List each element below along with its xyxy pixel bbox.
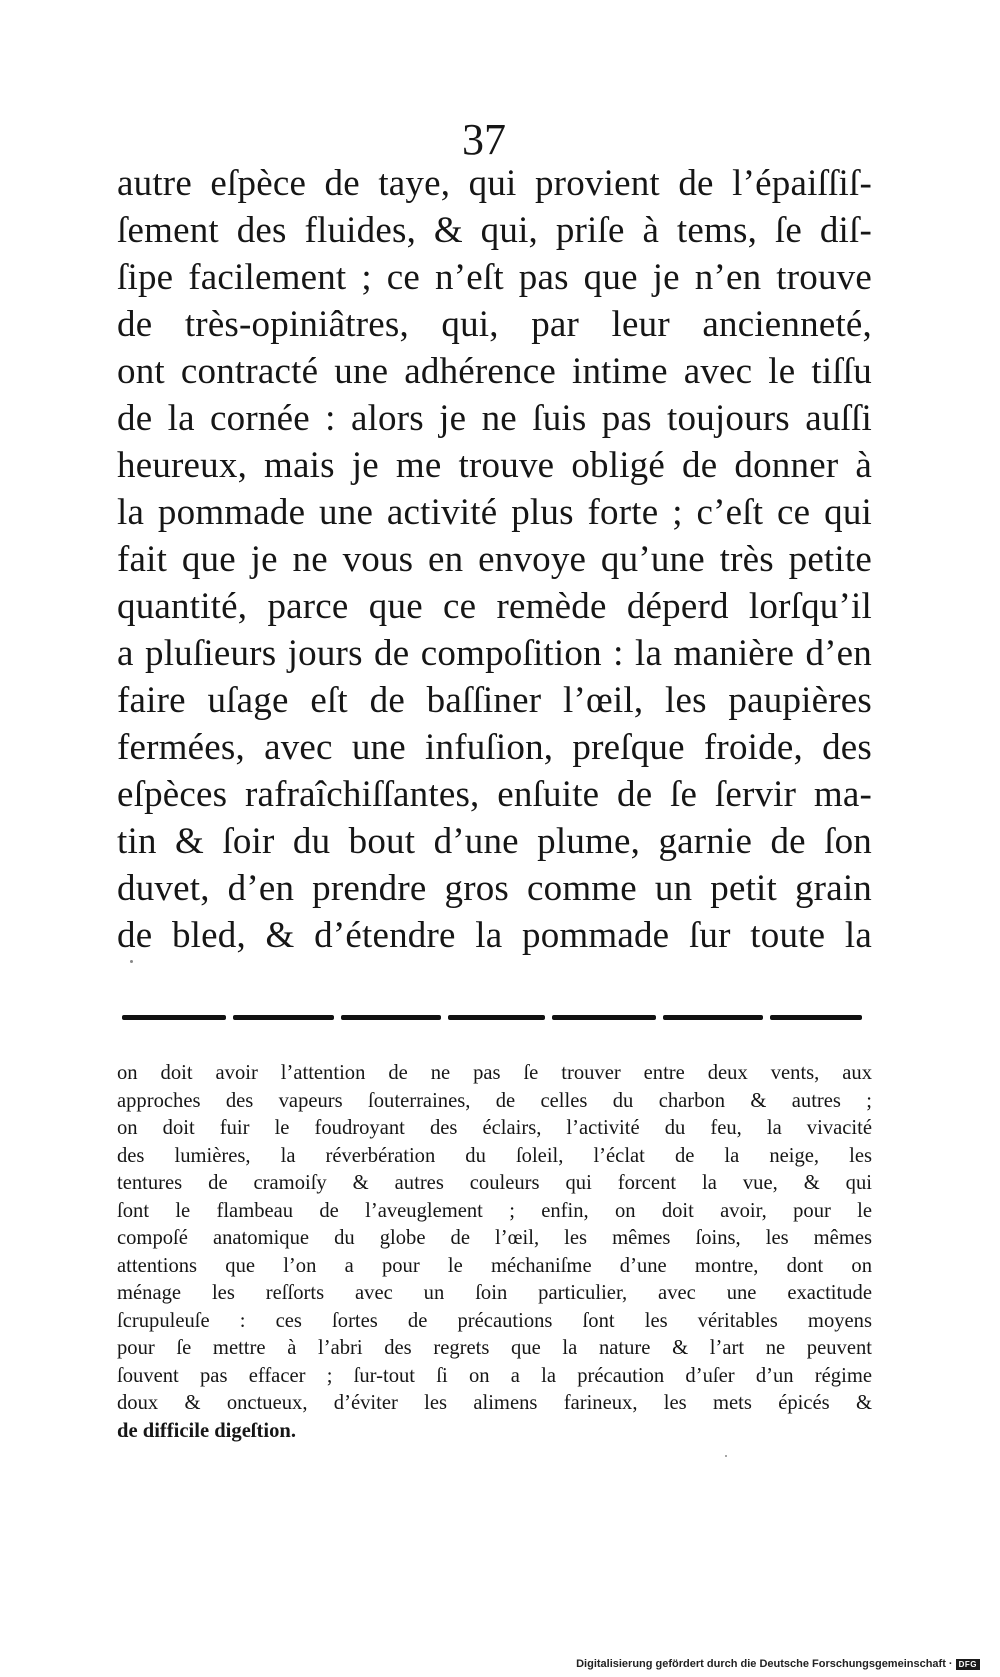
text-line: fermées, avec une infuſion, preſque froide, des: [117, 727, 872, 768]
divider-dash: [341, 1015, 441, 1020]
text-line: ont contracté une adhérence intime avec le tiſſu: [117, 351, 872, 392]
text-line: quantité, parce que ce remède déperd lorſqu’il: [117, 586, 872, 627]
divider-dash: [122, 1015, 226, 1020]
text-line: de la cornée : alors je ne ſuis pas toujours auſſi: [117, 398, 872, 439]
credit-text: Digitalisierung gefördert durch die Deutsche Forschungsgemeinschaft ·: [576, 1658, 953, 1670]
footnote-line: ſcrupuleuſe : ces ſortes de précautions ſont les véritables moyens: [117, 1309, 872, 1332]
page-number: 37: [462, 115, 506, 164]
footnote-line: tentures de cramoiſy & autres couleurs qui forcent la vue, & qui: [117, 1172, 872, 1194]
text-line: de bled, & d’étendre la pommade ſur toute la: [117, 915, 872, 956]
text-line: autre eſpèce de taye, qui provient de l’épaiſſiſ-: [117, 163, 872, 204]
text-line: la pommade une activité plus forte ; c’eſt ce qui: [117, 492, 872, 533]
text-line: eſpèces rafraîchiſſantes, enſuite de ſe ſervir ma-: [117, 774, 872, 815]
divider-dash: [448, 1015, 545, 1020]
text-line: de très-opiniâtres, qui, par leur ancienneté,: [117, 304, 872, 345]
footnote-line: doux & onctueux, d’éviter les alimens farineux, les mets épicés &: [117, 1392, 872, 1414]
text-line: fait que je ne vous en envoye qu’une très petite: [117, 539, 872, 580]
divider-dash: [663, 1015, 763, 1020]
footnote-line: des lumières, la réverbération du ſoleil, l’éclat de la neige, les: [117, 1144, 872, 1167]
text-line: a pluſieurs jours de compoſition : la manière d’en: [117, 633, 872, 674]
footnote-line: on doit fuir le foudroyant des éclairs, l’activité du feu, la vivacité: [117, 1117, 872, 1139]
divider-dash: [552, 1015, 656, 1020]
footnote-line: compoſé anatomique du globe de l’œil, les mêmes ſoins, les mêmes: [117, 1227, 872, 1249]
footnote-divider-rule: [122, 1013, 862, 1021]
text-line: ſipe facilement ; ce n’eſt pas que je n’en trouve: [117, 257, 872, 298]
text-line: ſement des fluides, & qui, priſe à tems, ſe diſ-: [117, 210, 872, 251]
paper-speck: [130, 960, 133, 963]
text-line: faire uſage eſt de baſſiner l’œil, les paupières: [117, 680, 872, 721]
main-text: [117, 160, 872, 959]
footnote-line: ſont le flambeau de l’aveuglement ; enfin, on doit avoir, pour le: [117, 1199, 872, 1222]
text-line: heureux, mais je me trouve obligé de donner à: [117, 445, 872, 486]
text-line: tin & ſoir du bout d’une plume, garnie de ſon: [117, 821, 872, 862]
footnote-line: attentions que l’on a pour le méchaniſme d’une montre, dont on: [117, 1254, 872, 1277]
divider-dash: [770, 1015, 862, 1020]
text-line: duvet, d’en prendre gros comme un petit grain: [117, 868, 872, 909]
dfg-logo: DFG: [956, 1659, 980, 1670]
paper-speck: [725, 1455, 727, 1457]
footnote-line: approches des vapeurs ſouterraines, de celles du charbon & autres ;: [117, 1089, 872, 1112]
footnote-line: on doit avoir l’attention de ne pas ſe trouver entre deux vents, aux: [117, 1062, 872, 1084]
divider-dash: [233, 1015, 334, 1020]
footnote-line: pour ſe mettre à l’abri des regrets que la nature & l’art ne peuvent: [117, 1337, 872, 1359]
footnote-line: de difficile digeſtion.: [117, 1419, 297, 1442]
digitization-credit: [576, 1658, 980, 1670]
footnote-line: ſouvent pas effacer ; ſur-tout ſi on a la précaution d’uſer d’un régime: [117, 1364, 872, 1387]
footnote-line: ménage les reſſorts avec un ſoin particulier, avec une exactitude: [117, 1282, 872, 1304]
footnote: [117, 1060, 872, 1445]
